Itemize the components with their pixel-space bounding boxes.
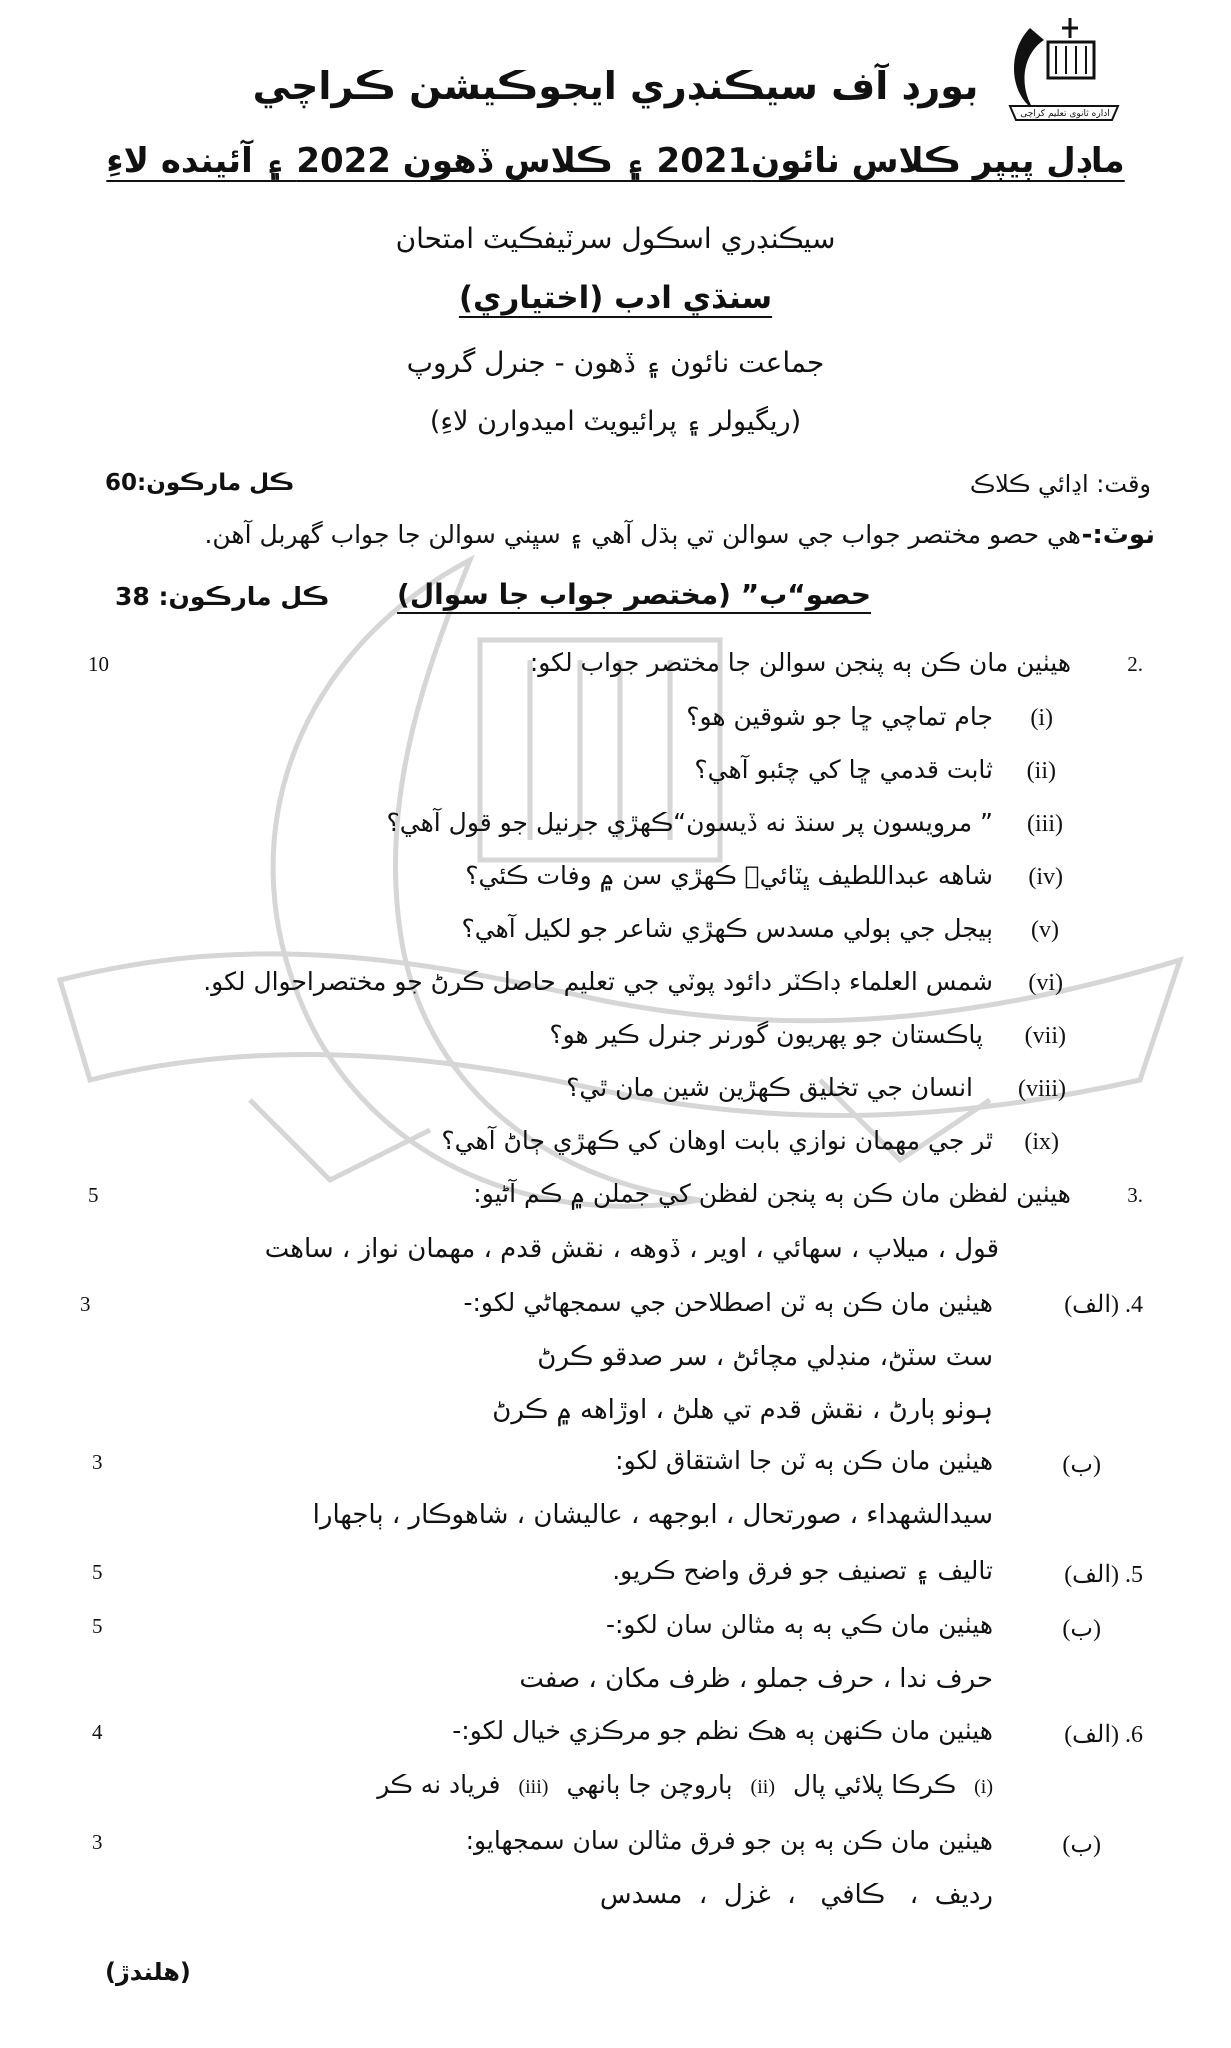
q2-text: هيٺين مان ڪن ٻه پنجن سوالن جا مختصر جواب لکو: bbox=[529, 648, 1071, 677]
q6b-text: هيٺين مان ڪن ٻه ٻن جو فرق مثالن سان سمجهايو: bbox=[465, 1826, 993, 1855]
q2-item-text: ثابت قدمي ڇا کي چئبو آهي؟ bbox=[694, 755, 993, 784]
q2-item-roman: (i) bbox=[1030, 705, 1053, 731]
q3-words: قول ، ميلاپ ، سهائي ، اوير ، ڏوهه ، نقش قدم ، مهمان نواز ، ساهت bbox=[264, 1234, 999, 1264]
exam-title: سيڪنڊري اسڪول سرٽيفڪيٽ امتحان bbox=[395, 222, 836, 255]
q4-line2: ہوٺو ٻارڻ ، نقش قدم تي هلڻ ، اوڙاهه ۾ ڪرڻ bbox=[492, 1395, 993, 1425]
q6-text: هيٺين مان ڪنهن ٻه هڪ نظم جو مرڪزي خيال لکو:- bbox=[452, 1716, 993, 1745]
q2-item-text: شمس العلماء ڊاڪٽر دائود پوٽي جي تعليم حاصل ڪرڻ جو مختصراحوال لکو. bbox=[203, 967, 993, 996]
q2-number: 2. bbox=[1127, 652, 1143, 676]
q5b-marks: 5 bbox=[92, 1614, 103, 1638]
q2-item-roman: (ii) bbox=[1026, 758, 1056, 784]
note-text: هي حصو مختصر جواب جي سوالن تي ٻڌل آهي ۽ سڀني سوالن جا جواب گهربل آهن. bbox=[204, 520, 1081, 549]
q2-item-text: ٿر جي مهمان نوازي بابت اوهان کي ڪهڙي ڄاڻ آهي؟ bbox=[441, 1126, 993, 1155]
q2-item-roman: (iv) bbox=[1028, 864, 1063, 890]
continued-label: (هلندڙ) bbox=[105, 1958, 191, 1986]
q3-number: 3. bbox=[1127, 1183, 1143, 1207]
q3-marks: 5 bbox=[88, 1183, 99, 1207]
time-allowed: وقت: اڍائي ڪلاڪ bbox=[969, 470, 1151, 498]
q2-item-text: ” مرويسون پر سنڌ نه ڏيسون“ڪهڙي جرنيل جو قول آهي؟ bbox=[386, 808, 993, 837]
q6b-marks: 3 bbox=[92, 1830, 103, 1854]
q5b-words: حرف ندا ، حرف جملو ، ظرف مکان ، صفت bbox=[519, 1664, 993, 1694]
q2-item-text: ٻيجل جي ٻولي مسدس ڪهڙي شاعر جو لکيل آهي؟ bbox=[461, 914, 993, 943]
section-title: حصو“ب” (مختصر جواب جا سوال) bbox=[397, 578, 871, 611]
q6b-label: (ب) bbox=[1062, 1832, 1101, 1858]
q6-poem-text: فرياد نه ڪر bbox=[377, 1770, 501, 1799]
q6-poem-text: ڪرڪا پلائي پال bbox=[792, 1770, 957, 1799]
q2-item-text: پاڪستان جو پهريون گورنر جنرل ڪير هو؟ bbox=[549, 1020, 983, 1049]
q6-poems bbox=[377, 1770, 993, 1799]
q6-poem-text: ٻاروچن جا ٻانهي bbox=[566, 1770, 733, 1799]
q4b-label: (ب) bbox=[1062, 1452, 1101, 1478]
section-marks: ڪل مارڪون: 38 bbox=[115, 582, 330, 611]
q6-marks: 4 bbox=[92, 1720, 103, 1744]
q4-marks: 3 bbox=[80, 1292, 91, 1316]
q5-text: تاليف ۽ تصنيف جو فرق واضح ڪريو. bbox=[612, 1556, 993, 1585]
q5b-text: هيٺين مان ڪي ٻه ٻه مثالن سان لکو:- bbox=[605, 1610, 993, 1639]
q6-poem-roman: (i) bbox=[974, 1776, 993, 1798]
board-title: بورڊ آف سيڪنڊري ايجوڪيشن ڪراچي bbox=[252, 64, 979, 108]
q5b-label: (ب) bbox=[1062, 1616, 1101, 1642]
q4b-marks: 3 bbox=[92, 1450, 103, 1474]
class-title: جماعت نائون ۽ ڏهون - جنرل گروپ bbox=[406, 346, 825, 379]
q6-poem-roman: (iii) bbox=[518, 1776, 549, 1798]
q3-text: هيٺين لفظن مان ڪن ٻه پنجن لفظن کي جملن ۾ ڪم آڻيو: bbox=[473, 1179, 1071, 1208]
q2-item-roman: (vi) bbox=[1028, 970, 1063, 996]
q4-line1: سٽ سٽڻ، منڊلي مچائڻ ، سر صدقو ڪرڻ bbox=[537, 1342, 993, 1372]
model-paper-title: ماڊل پيپر ڪلاس نائون2021 ۽ ڪلاس ڏهون 2022 ۽ آئينده لاءِ bbox=[106, 141, 1125, 181]
q2-item-roman: (v) bbox=[1031, 917, 1059, 943]
q2-item-roman: (iii) bbox=[1027, 811, 1063, 837]
q5-marks: 5 bbox=[92, 1560, 103, 1584]
q2-item-text: شاهه عبداللطيف ڀٽائيؒ ڪهڙي سن ۾ وفات ڪئي؟ bbox=[465, 861, 993, 890]
q4-text: هيٺين مان ڪن ٻه ٽن اصطلاحن جي سمجهاڻي لکو:- bbox=[463, 1288, 993, 1317]
subject-title: سنڌي ادب (اختياري) bbox=[458, 280, 773, 316]
q4b-text: هيٺين مان ڪن ٻه ٽن جا اشتقاق لکو: bbox=[615, 1446, 993, 1475]
q5-number: 5. (الف) bbox=[1064, 1562, 1143, 1588]
note-label: نوٽ:- bbox=[1081, 520, 1155, 550]
q2-item-roman: (ix) bbox=[1024, 1129, 1059, 1155]
q6-poem-roman: (ii) bbox=[750, 1776, 775, 1798]
q2-item-roman: (vii) bbox=[1024, 1023, 1066, 1049]
q2-item-roman: (viii) bbox=[1018, 1076, 1066, 1102]
q2-item-text: انسان جي تخليق ڪهڙين شين مان ٿي؟ bbox=[566, 1073, 973, 1102]
q2-marks: 10 bbox=[88, 652, 109, 676]
q4-number: 4. (الف) bbox=[1064, 1292, 1143, 1318]
q6b-words: رديف ، ڪافي ، غزل ، مسدس bbox=[599, 1880, 993, 1910]
total-marks: ڪل مارڪون:60 bbox=[105, 470, 295, 496]
q4b-words: سيدالشهداء ، صورتحال ، ابوجهه ، عاليشان ، شاهوڪار ، ٻاجهارا bbox=[312, 1500, 993, 1530]
candidates-note: (ريگيولر ۽ پرائيويٽ اميدوارن لاءِ) bbox=[429, 406, 802, 437]
q2-item-text: جام تماچي ڇا جو شوقين هو؟ bbox=[686, 702, 993, 731]
logo-caption: اداره ثانوی تعلیم کراچی bbox=[1020, 109, 1110, 119]
q6-number: 6. (الف) bbox=[1064, 1722, 1143, 1748]
